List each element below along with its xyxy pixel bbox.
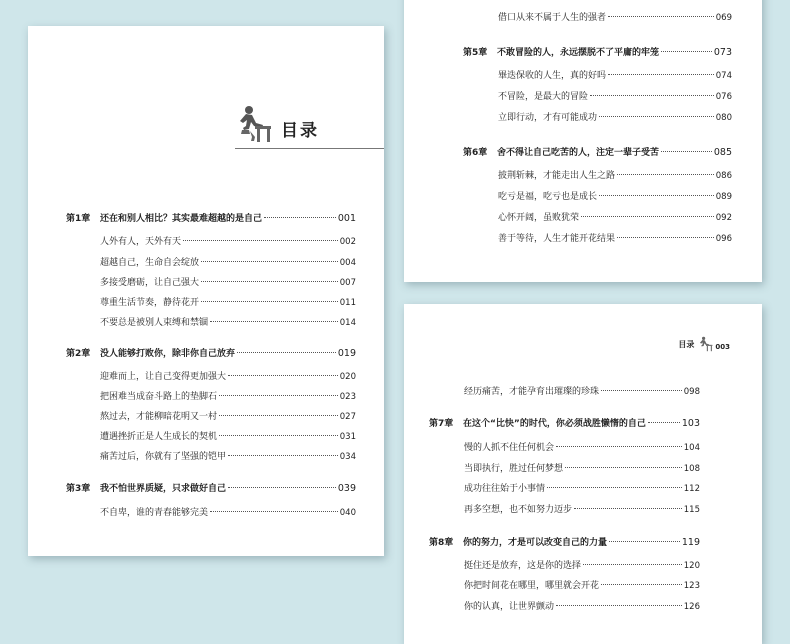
leader-dots bbox=[661, 51, 712, 52]
leader-dots bbox=[228, 487, 336, 488]
chapter-number: 第5章 bbox=[463, 48, 488, 58]
toc-section-entry bbox=[498, 233, 732, 245]
toc-section-entry bbox=[498, 170, 732, 182]
page-number: 080 bbox=[715, 113, 732, 123]
leader-dots bbox=[210, 511, 338, 512]
leader-dots bbox=[609, 541, 680, 542]
page-number: 014 bbox=[339, 318, 356, 328]
leader-dots bbox=[608, 74, 714, 75]
toc-chapter-entry bbox=[463, 47, 732, 59]
chapter-title: 舍不得让自己吃苦的人，注定一辈子受苦 bbox=[497, 148, 660, 158]
page-number: 085 bbox=[713, 147, 732, 158]
leader-dots bbox=[201, 301, 338, 302]
toc-chapter-entry bbox=[66, 483, 356, 495]
toc-chapter-entry bbox=[66, 213, 356, 225]
page-number: 020 bbox=[339, 372, 356, 382]
page-number: 126 bbox=[683, 602, 700, 612]
toc-section-entry bbox=[464, 463, 700, 475]
chapter-number: 第8章 bbox=[429, 538, 454, 548]
page-number: 123 bbox=[683, 581, 700, 591]
chapter-number: 第2章 bbox=[66, 349, 91, 359]
page-number: 103 bbox=[681, 418, 700, 429]
leader-dots bbox=[601, 584, 682, 585]
leader-dots bbox=[237, 352, 336, 353]
page-number: 069 bbox=[715, 13, 732, 23]
chapter-title: 你的努力，才是可以改变自己的力量 bbox=[463, 538, 608, 548]
chapter-title: 没人能够打败你，除非你自己放弃 bbox=[100, 349, 236, 359]
page-number: 031 bbox=[339, 432, 356, 442]
section-title: 心怀开阔，虽败犹荣 bbox=[498, 213, 580, 223]
toc-section-entry bbox=[498, 12, 732, 24]
leader-dots bbox=[583, 564, 682, 565]
page-number: 092 bbox=[715, 213, 732, 223]
section-title: 披荆斩棘，才能走出人生之路 bbox=[498, 171, 616, 181]
section-title: 迎难而上，让自己变得更加强大 bbox=[100, 372, 227, 382]
leader-dots bbox=[219, 415, 338, 416]
book-page-right-bottom bbox=[404, 304, 762, 644]
toc-section-entry bbox=[498, 70, 732, 82]
section-title: 你的认真，让世界颤动 bbox=[464, 602, 555, 612]
leader-dots bbox=[210, 321, 338, 322]
section-title: 当即执行，胜过任何梦想 bbox=[464, 464, 564, 474]
leader-dots bbox=[581, 216, 714, 217]
toc-section-entry bbox=[498, 112, 732, 124]
toc-chapter-entry bbox=[429, 537, 700, 549]
running-header-label: 目录 bbox=[678, 339, 695, 349]
leader-dots bbox=[565, 467, 682, 468]
toc-section-entry bbox=[100, 277, 356, 289]
section-title: 吃亏是福，吃亏也是成长 bbox=[498, 192, 598, 202]
section-title: 经历痛苦，才能孕育出璀璨的珍珠 bbox=[464, 387, 600, 397]
toc-section-entry bbox=[100, 371, 356, 383]
toc-section-entry bbox=[464, 483, 700, 495]
page-number: 098 bbox=[683, 387, 700, 397]
section-title: 人外有人，天外有天 bbox=[100, 237, 182, 247]
page-number: 001 bbox=[337, 213, 356, 224]
section-title: 熬过去，才能柳暗花明又一村 bbox=[100, 412, 218, 422]
section-title: 慢的人抓不住任何机会 bbox=[464, 443, 555, 453]
leader-dots bbox=[617, 174, 714, 175]
page-number: 115 bbox=[683, 505, 700, 515]
leader-dots bbox=[599, 116, 714, 117]
page-number: 108 bbox=[683, 464, 700, 474]
page-number: 011 bbox=[339, 298, 356, 308]
chapter-number: 第3章 bbox=[66, 484, 91, 494]
section-title: 把困难当成奋斗路上的垫脚石 bbox=[100, 392, 218, 402]
section-title: 尊重生活节奏，静待花开 bbox=[100, 298, 200, 308]
chapter-title: 还在和别人相比？其实最难超越的是自己 bbox=[100, 214, 263, 224]
toc-section-entry bbox=[100, 317, 356, 329]
page-number: 104 bbox=[683, 443, 700, 453]
leader-dots bbox=[228, 375, 338, 376]
section-title: 不要总是被别人束缚和禁锢 bbox=[100, 318, 209, 328]
toc-section-entry bbox=[100, 507, 356, 519]
leader-dots bbox=[547, 487, 682, 488]
page-number: 027 bbox=[339, 412, 356, 422]
toc-section-entry bbox=[498, 212, 732, 224]
page-number: 086 bbox=[715, 171, 732, 181]
page-number: 120 bbox=[683, 561, 700, 571]
leader-dots bbox=[183, 240, 338, 241]
leader-dots bbox=[219, 435, 338, 436]
toc-section-entry bbox=[498, 91, 732, 103]
leader-dots bbox=[599, 195, 714, 196]
toc-section-entry bbox=[464, 580, 700, 592]
leader-dots bbox=[601, 390, 682, 391]
toc-section-entry bbox=[498, 191, 732, 203]
page-number: 096 bbox=[715, 234, 732, 244]
toc-section-entry bbox=[100, 391, 356, 403]
running-header-page: 003 bbox=[715, 343, 730, 351]
toc-section-entry bbox=[100, 257, 356, 269]
section-title: 痛苦过后，你就有了坚强的铠甲 bbox=[100, 452, 227, 462]
page-number: 040 bbox=[339, 508, 356, 518]
page-number: 007 bbox=[339, 278, 356, 288]
page-number: 076 bbox=[715, 92, 732, 102]
page-number: 074 bbox=[715, 71, 732, 81]
leader-dots bbox=[661, 151, 712, 152]
leader-dots bbox=[228, 455, 338, 456]
section-title: 借口从来不属于人生的强者 bbox=[498, 13, 607, 23]
page-number: 119 bbox=[681, 537, 700, 548]
toc-section-entry bbox=[100, 297, 356, 309]
section-title: 立即行动，才有可能成功 bbox=[498, 113, 598, 123]
leader-dots bbox=[574, 508, 682, 509]
book-page-right-top bbox=[404, 0, 762, 282]
toc-section-entry bbox=[100, 236, 356, 248]
page-number: 034 bbox=[339, 452, 356, 462]
toc-section-entry bbox=[464, 560, 700, 572]
chapter-title: 我不怕世界质疑，只求做好自己 bbox=[100, 484, 227, 494]
toc-section-entry bbox=[464, 504, 700, 516]
page-number: 073 bbox=[713, 47, 732, 58]
leader-dots bbox=[617, 237, 714, 238]
section-title: 你把时间花在哪里，哪里就会开花 bbox=[464, 581, 600, 591]
page-number: 019 bbox=[337, 348, 356, 359]
toc-heading bbox=[235, 100, 384, 149]
chapter-number: 第6章 bbox=[463, 148, 488, 158]
leader-dots bbox=[201, 261, 338, 262]
section-title: 不自卑，谁的青春能够完美 bbox=[100, 508, 209, 518]
section-title: 遭遇挫折正是人生成长的契机 bbox=[100, 432, 218, 442]
section-title: 畢迭保收的人生，真的好吗 bbox=[498, 71, 607, 81]
chapter-number: 第1章 bbox=[66, 214, 91, 224]
toc-section-entry bbox=[464, 601, 700, 613]
leader-dots bbox=[219, 395, 338, 396]
toc-chapter-entry bbox=[66, 348, 356, 360]
page-number: 002 bbox=[339, 237, 356, 247]
toc-title: 目录 bbox=[281, 121, 319, 141]
toc-section-entry bbox=[100, 411, 356, 423]
section-title: 超越自己，生命自会绽放 bbox=[100, 258, 200, 268]
section-title: 挺住还是放弃，这是你的选择 bbox=[464, 561, 582, 571]
section-title: 不冒险，是最大的冒险 bbox=[498, 92, 589, 102]
leader-dots bbox=[608, 16, 714, 17]
section-title: 成功往往始于小事情 bbox=[464, 484, 546, 494]
section-title: 多接受磨砺，让自己强大 bbox=[100, 278, 200, 288]
leader-dots bbox=[264, 217, 336, 218]
leader-dots bbox=[556, 605, 682, 606]
chapter-title: 不敢冒险的人，永远摆脱不了平庸的牢笼 bbox=[497, 48, 660, 58]
toc-section-entry bbox=[464, 442, 700, 454]
page-number: 089 bbox=[715, 192, 732, 202]
toc-section-entry bbox=[100, 451, 356, 463]
leader-dots bbox=[648, 422, 680, 423]
toc-section-entry bbox=[464, 386, 700, 398]
section-title: 善于等待，人生才能开花结果 bbox=[498, 234, 616, 244]
runner-hurdle-icon bbox=[698, 336, 714, 352]
chapter-number: 第7章 bbox=[429, 419, 454, 429]
toc-section-entry bbox=[100, 431, 356, 443]
leader-dots bbox=[556, 446, 682, 447]
toc-chapter-entry bbox=[429, 418, 700, 430]
leader-dots bbox=[590, 95, 714, 96]
page-number: 112 bbox=[683, 484, 700, 494]
book-page-left bbox=[28, 26, 384, 556]
section-title: 再多空想，也不如努力迈步 bbox=[464, 505, 573, 515]
page-number: 039 bbox=[337, 483, 356, 494]
page-number: 023 bbox=[339, 392, 356, 402]
toc-chapter-entry bbox=[463, 147, 732, 159]
leader-dots bbox=[201, 281, 338, 282]
runner-hurdle-icon bbox=[235, 104, 275, 144]
chapter-title: 在这个“比快”的时代，你必须战胜懒惰的自己 bbox=[463, 419, 646, 429]
page-number: 004 bbox=[339, 258, 356, 268]
running-header bbox=[678, 334, 730, 354]
